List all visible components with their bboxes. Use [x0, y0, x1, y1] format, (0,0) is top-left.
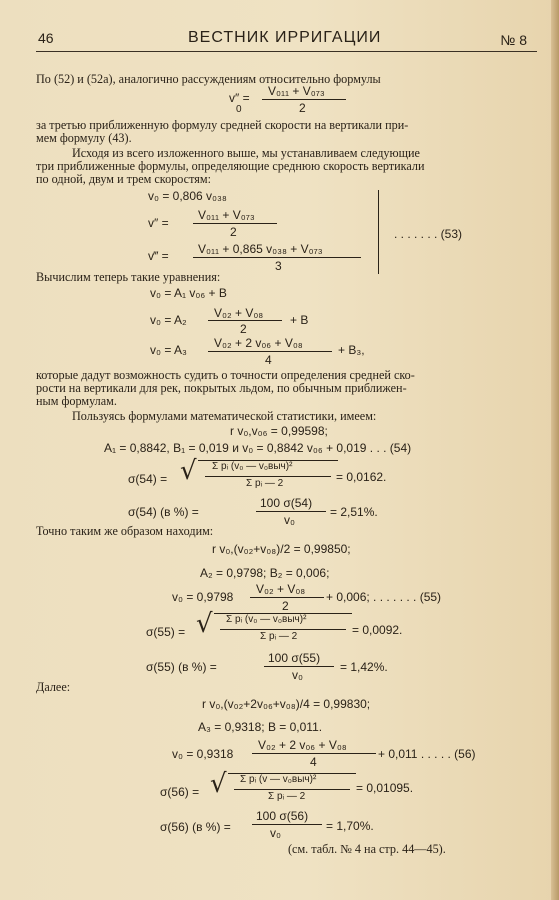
issue-number: № 8: [500, 32, 527, 48]
equation-54-line: A₁ = 0,8842, B₁ = 0,019 и v₀ = 0,8842 v₀₆ + 0,019 . . . (54): [104, 441, 412, 455]
para-5-line-1: которые дадут возможность судить о точности определения средней ско-: [36, 368, 415, 382]
system-eq-2-denominator: 2: [230, 225, 237, 239]
percent-56-denominator: v₀: [270, 826, 281, 840]
equation-56-lhs: v₀ = 0,9318: [172, 747, 234, 761]
fraction-bar: [250, 597, 324, 598]
system-eq-3-numerator: V₀₁₁ + 0,865 v₀₃₈ + V₀₇₃: [198, 242, 323, 256]
para-2-line-2: мем формулу (43).: [36, 131, 132, 145]
fraction-bar: [262, 99, 346, 100]
fraction-bar: [208, 351, 332, 352]
sigma-56-lhs: σ(56) =: [160, 785, 200, 799]
correlation-coef-2: r v₀,(v₀₂+v₀₈)/2 = 0,99850;: [212, 542, 351, 556]
percent-54-numerator: 100 σ(54): [260, 496, 313, 510]
radical-sign: √: [180, 456, 197, 486]
sigma-54-lhs: σ(54) =: [128, 472, 168, 486]
para-8: Далее:: [36, 680, 71, 694]
percent-56-lhs: σ(56) (в %) =: [160, 820, 231, 834]
equation-56-denominator: 4: [310, 755, 317, 769]
radical-sign: √: [210, 769, 227, 799]
para-3-line-1: Исходя из всего изложенного выше, мы устанавливаем следующие: [72, 146, 420, 160]
para-3-line-2: три приближенные формулы, определяющие среднюю скорость вертикали: [36, 159, 425, 173]
equation-number-53: . . . . . . . (53): [394, 227, 463, 241]
sigma-55-numerator: Σ pᵢ (v₀ — v₀выч)²: [226, 614, 307, 625]
sigma-54-value: = 0,0162.: [336, 470, 387, 484]
regression-eq-3-numerator: V₀₂ + 2 v₀₆ + V₀₈: [214, 336, 303, 350]
fraction-bar: [220, 629, 346, 630]
para-7: Точно таким же образом находим:: [36, 524, 214, 538]
running-header: [38, 28, 537, 52]
system-eq-2-numerator: V₀₁₁ + V₀₇₃: [198, 208, 255, 222]
formula-v2-numerator: V₀₁₁ + V₀₇₃: [268, 84, 325, 98]
regression-eq-2-rhs: + B: [290, 313, 309, 327]
percent-54-denominator: v₀: [284, 513, 295, 527]
sigma-55-value: = 0,0092.: [352, 623, 403, 637]
fraction-bar: [252, 824, 322, 825]
para-5-line-3: ным формулам.: [36, 394, 117, 408]
para-3-line-3: по одной, двум и трем скоростям:: [36, 172, 211, 186]
page-number: 46: [38, 30, 54, 46]
coefficients-3: A₃ = 0,9318; B = 0,011.: [198, 720, 323, 734]
regression-eq-2-lhs: v₀ = A₂: [150, 313, 187, 327]
journal-title: ВЕСТНИК ИРРИГАЦИИ: [188, 29, 382, 46]
para-5-line-2: рости на вертикали для рек, покрытых льдом, по обычным приближен-: [36, 381, 407, 395]
percent-54-lhs: σ(54) (в %) =: [128, 505, 199, 519]
regression-eq-1: v₀ = A₁ v₀₆ + B: [150, 286, 227, 300]
fraction-bar: [193, 257, 361, 258]
sigma-56-value: = 0,01095.: [356, 781, 414, 795]
system-eq-3-denominator: 3: [275, 259, 282, 273]
formula-v2-subscript: 0: [236, 104, 242, 115]
percent-55-numerator: 100 σ(55): [268, 651, 321, 665]
para-1: По (52) и (52а), аналогично рассуждениям относительно формулы: [36, 72, 381, 86]
percent-54-value: = 2,51%.: [330, 505, 378, 519]
system-eq-1: v₀ = 0,806 v₀₃₈: [148, 189, 227, 203]
correlation-coef-3: r v₀,(v₀₂+2v₀₆+v₀₈)/4 = 0,99830;: [202, 697, 371, 711]
fraction-bar: [208, 320, 282, 321]
table-reference: (см. табл. № 4 на стр. 44—45).: [288, 842, 446, 856]
fraction-bar: [256, 511, 326, 512]
equation-55-numerator: V₀₂ + V₀₈: [256, 582, 306, 596]
percent-55-denominator: v₀: [292, 668, 303, 682]
equation-55-denominator: 2: [282, 599, 289, 613]
sigma-55-lhs: σ(55) =: [146, 625, 186, 639]
percent-56-numerator: 100 σ(56): [256, 809, 309, 823]
sigma-54-denominator: Σ pᵢ — 2: [246, 478, 284, 489]
fraction-bar: [193, 223, 277, 224]
para-6: Пользуясь формулами математической статистики, имеем:: [72, 409, 377, 423]
system-eq-3-lhs: v‴ =: [148, 249, 169, 263]
sigma-54-numerator: Σ pᵢ (v₀ — v₀выч)²: [212, 461, 293, 472]
formula-v2-denominator: 2: [299, 101, 306, 115]
equation-55-rhs: + 0,006; . . . . . . . (55): [326, 590, 442, 604]
regression-eq-3-lhs: v₀ = A₃: [150, 343, 187, 357]
regression-eq-3-denominator: 4: [265, 353, 272, 367]
para-4: Вычислим теперь такие уравнения:: [36, 270, 221, 284]
percent-56-value: = 1,70%.: [326, 819, 374, 833]
regression-eq-2-denominator: 2: [240, 322, 247, 336]
formula-v2-lhs: v″ =: [229, 91, 250, 105]
regression-eq-2-numerator: V₀₂ + V₀₈: [214, 306, 264, 320]
equation-55-lhs: v₀ = 0,9798: [172, 590, 234, 604]
system-brace: [372, 190, 379, 274]
para-2-line-1: за третью приближенную формулу средней скорости на вертикали при-: [36, 118, 409, 132]
system-eq-2-lhs: v″ =: [148, 216, 169, 230]
equation-56-numerator: V₀₂ + 2 v₀₆ + V₀₈: [258, 738, 347, 752]
fraction-bar: [252, 753, 376, 754]
sigma-56-denominator: Σ pᵢ — 2: [268, 791, 306, 802]
correlation-coef-1: r v₀,v₀₆ = 0,99598;: [230, 424, 328, 438]
fraction-bar: [264, 666, 334, 667]
fraction-bar: [234, 789, 350, 790]
coefficients-2: A₂ = 0,9798; B₂ = 0,006;: [200, 566, 330, 580]
radical-sign: √: [196, 609, 213, 639]
sigma-56-numerator: Σ pᵢ (v — v₀выч)²: [240, 774, 317, 785]
header-rule: [36, 51, 537, 52]
fraction-bar: [205, 476, 331, 477]
regression-eq-3-rhs: + B₃,: [338, 343, 365, 357]
percent-55-value: = 1,42%.: [340, 660, 388, 674]
equation-56-rhs: + 0,011 . . . . . (56): [378, 747, 476, 761]
percent-55-lhs: σ(55) (в %) =: [146, 660, 217, 674]
page-edge-shadow: [551, 0, 559, 900]
sigma-55-denominator: Σ pᵢ — 2: [260, 631, 298, 642]
